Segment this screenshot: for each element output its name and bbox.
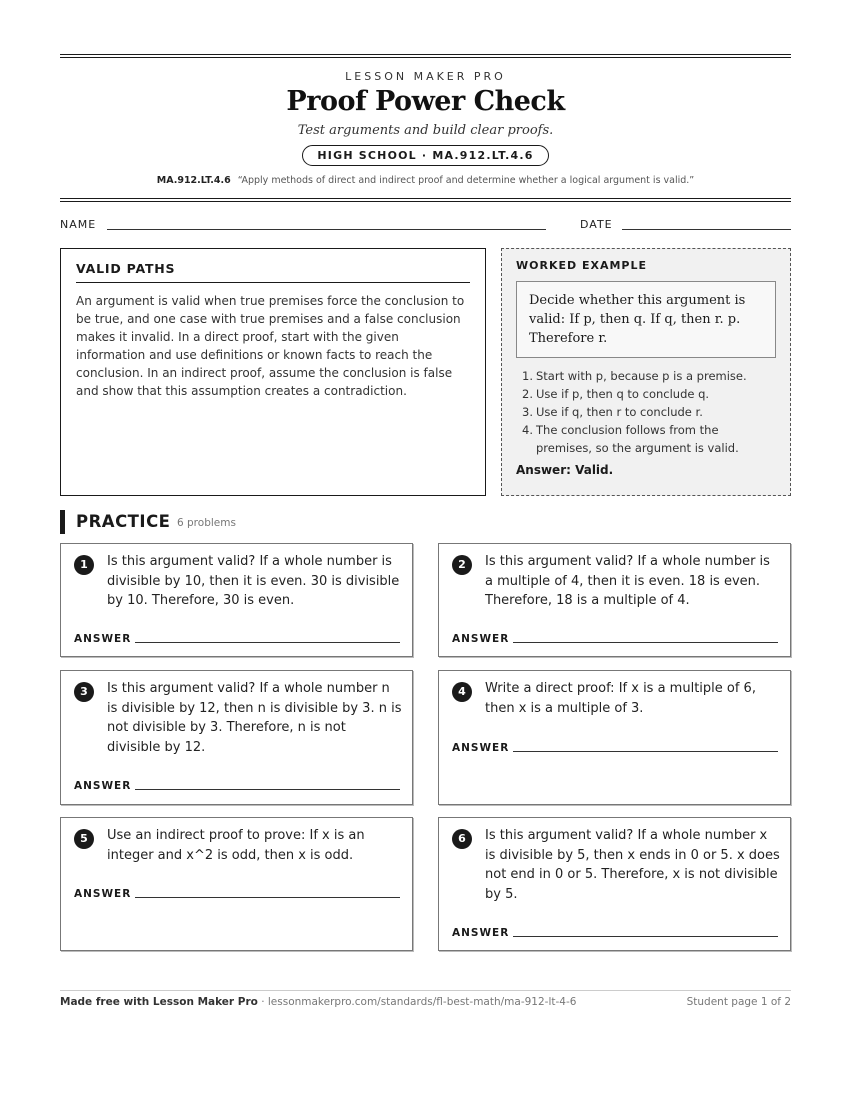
worked-step: [516, 385, 776, 403]
problem-card-3: [60, 670, 413, 805]
valid-paths-title: VALID PATHS: [76, 261, 470, 283]
answer-field[interactable]: [135, 789, 400, 790]
footer-credit: [60, 996, 576, 1008]
problem-text: Is this argument valid? If a whole number x is divisible by 5, then x ends in 0 or 5. x does not end in 0 or 5. Therefore, x is not divisible by 5.: [485, 828, 780, 902]
worked-example-box: [501, 248, 791, 496]
worksheet-page: [60, 54, 791, 1008]
worked-example-question: Decide whether this argument is valid: If p, then q. If q, then r. p. Therefore r.: [516, 281, 776, 358]
problem-card-4: [438, 670, 791, 805]
step-text: Use if q, then r to conclude r.: [536, 405, 703, 419]
answer-field[interactable]: [135, 642, 400, 643]
answer-field[interactable]: [513, 642, 778, 643]
valid-paths-text: An argument is valid when true premises force the conclusion to be true, and one case with true premises and a false conclusion makes it invalid. In a direct proof, start with the given information and use definitions or known facts to reach the conclusion. In an indirect proof, assume the conclusion is false and show that this assumption creates a contradiction.: [76, 294, 465, 398]
answer-field[interactable]: [513, 751, 778, 752]
standard-description: [60, 175, 791, 186]
step-number: 2.: [522, 387, 533, 401]
worked-example-title: WORKED EXAMPLE: [516, 259, 647, 272]
answer-label: ANSWER: [74, 888, 132, 900]
problem-number-badge: 1: [74, 555, 94, 575]
answer-label: ANSWER: [452, 633, 510, 645]
valid-paths-box: [60, 248, 486, 496]
date-label: DATE: [580, 218, 613, 231]
practice-title: PRACTICE: [76, 512, 171, 531]
step-text: The conclusion follows from the premises, so the argument is valid.: [536, 423, 739, 455]
problem-text: Write a direct proof: If x is a multiple of 6, then x is a multiple of 3.: [485, 681, 756, 716]
worked-step: [516, 367, 776, 385]
problem-text: Is this argument valid? If a whole number is a multiple of 4, then it is even. 18 is even. Therefore, 18 is a multiple of 4.: [485, 554, 770, 608]
worked-example-answer: Answer: Valid.: [516, 463, 614, 477]
footer-page-number: Student page 1 of 2: [686, 996, 791, 1008]
date-field[interactable]: [622, 229, 791, 230]
answer-field[interactable]: [135, 897, 400, 898]
problem-card-1: [60, 543, 413, 657]
name-field[interactable]: [107, 229, 546, 230]
step-text: Use if p, then q to conclude q.: [536, 387, 710, 401]
step-text: Start with p, because p is a premise.: [536, 369, 747, 383]
worked-step: [516, 421, 776, 457]
name-date-row: [60, 218, 791, 234]
problem-number-badge: 6: [452, 829, 472, 849]
grade-standard-badge: HIGH SCHOOL · MA.912.LT.4.6: [302, 145, 548, 166]
problem-number-badge: 3: [74, 682, 94, 702]
problem-card-5: [60, 817, 413, 951]
standard-code: MA.912.LT.4.6: [156, 175, 231, 186]
problem-text: Use an indirect proof to prove: If x is an integer and x^2 is odd, then x is odd.: [107, 828, 365, 863]
brand-name: LESSON MAKER PRO: [345, 70, 506, 83]
page-subtitle: Test arguments and build clear proofs.: [297, 123, 554, 138]
standard-text: “Apply methods of direct and indirect proof and determine whether a logical argument is valid.”: [237, 175, 695, 186]
footer-divider: [60, 990, 791, 991]
page-title: Proof Power Check: [286, 86, 565, 117]
header-bottom-rule: [60, 198, 791, 202]
footer-separator: ·: [257, 996, 268, 1008]
footer-url[interactable]: lessonmakerpro.com/standards/fl-best-math/ma-912-lt-4-6: [267, 996, 577, 1008]
practice-accent-bar: [60, 510, 65, 534]
answer-label: ANSWER: [74, 633, 132, 645]
step-number: 1.: [522, 369, 533, 383]
practice-header: [60, 510, 791, 534]
problem-number-badge: 2: [452, 555, 472, 575]
worked-example-steps: [516, 367, 776, 457]
problem-number-badge: 4: [452, 682, 472, 702]
step-number: 3.: [522, 405, 533, 419]
answer-label: ANSWER: [452, 742, 510, 754]
problem-card-6: [438, 817, 791, 951]
problem-card-2: [438, 543, 791, 657]
header-top-rule: [60, 54, 791, 58]
answer-label: ANSWER: [74, 780, 132, 792]
step-number: 4.: [522, 423, 533, 437]
answer-label: ANSWER: [452, 927, 510, 939]
name-label: NAME: [60, 218, 97, 231]
worksheet-header: [60, 70, 791, 186]
footer-made-with: Made free with Lesson Maker Pro: [60, 996, 258, 1008]
problem-text: Is this argument valid? If a whole number n is divisible by 12, then n is divisible by 3. n is not divisible by 3. Therefore, n is not divisible by 12.: [107, 681, 402, 755]
practice-count: 6 problems: [177, 517, 236, 529]
problem-number-badge: 5: [74, 829, 94, 849]
worked-step: [516, 403, 776, 421]
problem-text: Is this argument valid? If a whole number is divisible by 10, then it is even. 30 is divisible by 10. Therefore, 30 is even.: [107, 554, 400, 608]
answer-field[interactable]: [513, 936, 778, 937]
